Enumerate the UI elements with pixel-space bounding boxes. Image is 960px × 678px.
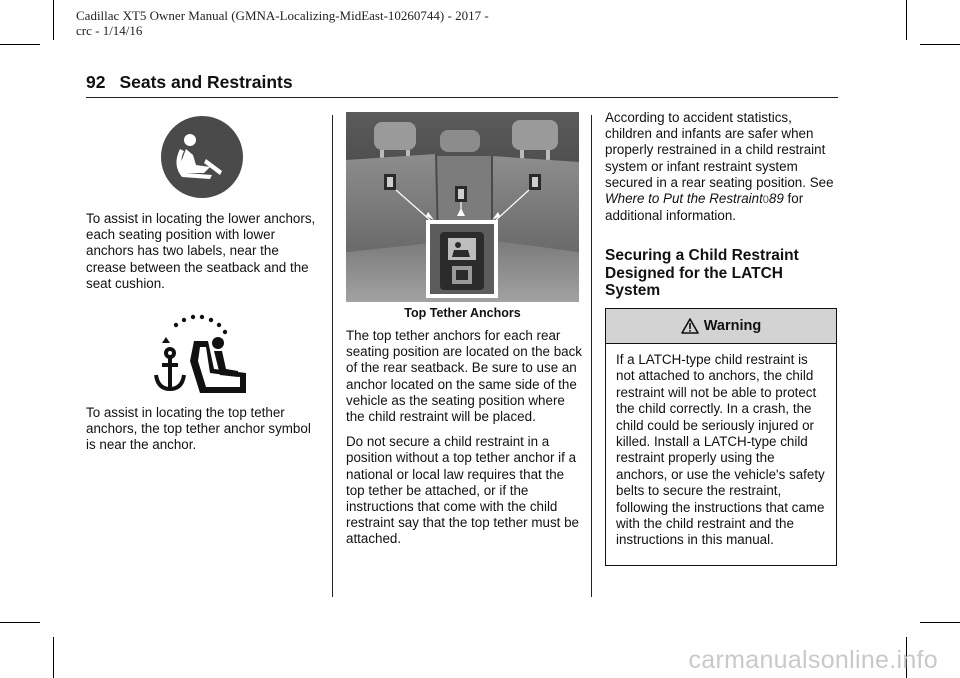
crop-mark	[920, 622, 960, 623]
page-reference-number[interactable]: 89	[768, 191, 784, 207]
crop-mark	[920, 44, 960, 45]
heading-rule	[86, 97, 838, 98]
crop-mark	[906, 0, 907, 40]
page-number: 92	[86, 72, 106, 92]
warning-header	[606, 309, 836, 344]
accident-statistics-text: According to accident statistics, children and infants are safer when properly restrained in a child restraint system or infant restraint system secured in a rear seating position. See	[605, 110, 834, 190]
tether-law-paragraph: Do not secure a child restraint in a position without a top tether anchor if a national or local law requires that the top tether be attached, or if the instructions that come with the child restraint say that the top tether must be attached.	[346, 434, 579, 547]
top-tether-symbol-paragraph: To assist in locating the top tether anchors, the top tether anchor symbol is near the anchor.	[86, 405, 311, 453]
latch-subheading: Securing a Child Restraint Designed for the LATCH System	[605, 247, 799, 299]
print-header	[76, 8, 489, 38]
lower-anchor-child-seat-icon	[160, 115, 244, 199]
crop-mark	[0, 622, 40, 623]
column-divider	[332, 115, 333, 597]
column-3-text	[605, 110, 841, 233]
top-tether-anchors-photo	[346, 112, 579, 302]
watermark: carmanualsonline.info	[688, 646, 938, 674]
page-heading	[86, 72, 293, 93]
column-2-text	[346, 328, 582, 557]
column-1-text-b	[86, 405, 320, 463]
page-reference-icon: 0	[762, 194, 769, 207]
accident-statistics-paragraph	[605, 110, 841, 224]
additional-info-text: for additional information.	[605, 191, 804, 224]
print-header-line-2: crc - 1/14/16	[76, 23, 143, 38]
crop-mark	[53, 0, 54, 40]
warning-title: Warning	[703, 318, 762, 334]
print-header-line-1: Cadillac XT5 Owner Manual (GMNA-Localizing-MidEast-10260744) - 2017 -	[76, 8, 489, 23]
where-to-put-restraint-link[interactable]: Where to Put the Restraint	[605, 191, 763, 207]
crop-mark	[53, 637, 54, 678]
top-tether-anchor-icon	[150, 313, 254, 399]
lower-anchor-paragraph: To assist in locating the lower anchors, each seating position with lower anchors has two labels, near the crease between the seatback and the seat cushion.	[86, 211, 316, 291]
warning-triangle-icon	[681, 318, 699, 334]
warning-text: If a LATCH-type child restraint is not attached to anchors, the child restraint will not be able to protect the child correctly. In a crash, the child could be seriously injured or killed. Install a LATCH-type child restraint properly using the anchors, or use the vehicle's safety belts to secure the restraint, following the instructions that came with the child restraint and the instructions in this manual.	[616, 352, 825, 548]
column-divider	[591, 115, 592, 597]
warning-box	[605, 308, 837, 566]
photo-caption: Top Tether Anchors	[404, 306, 521, 320]
crop-mark	[0, 44, 40, 45]
column-1-text-a	[86, 211, 320, 301]
section-title: Seats and Restraints	[119, 72, 293, 92]
tether-location-paragraph: The top tether anchors for each rear seating position are located on the back of the rear seatback. Be sure to use an anchor located on the same side of the vehicle as the seating position where the child restraint will be placed.	[346, 328, 582, 425]
